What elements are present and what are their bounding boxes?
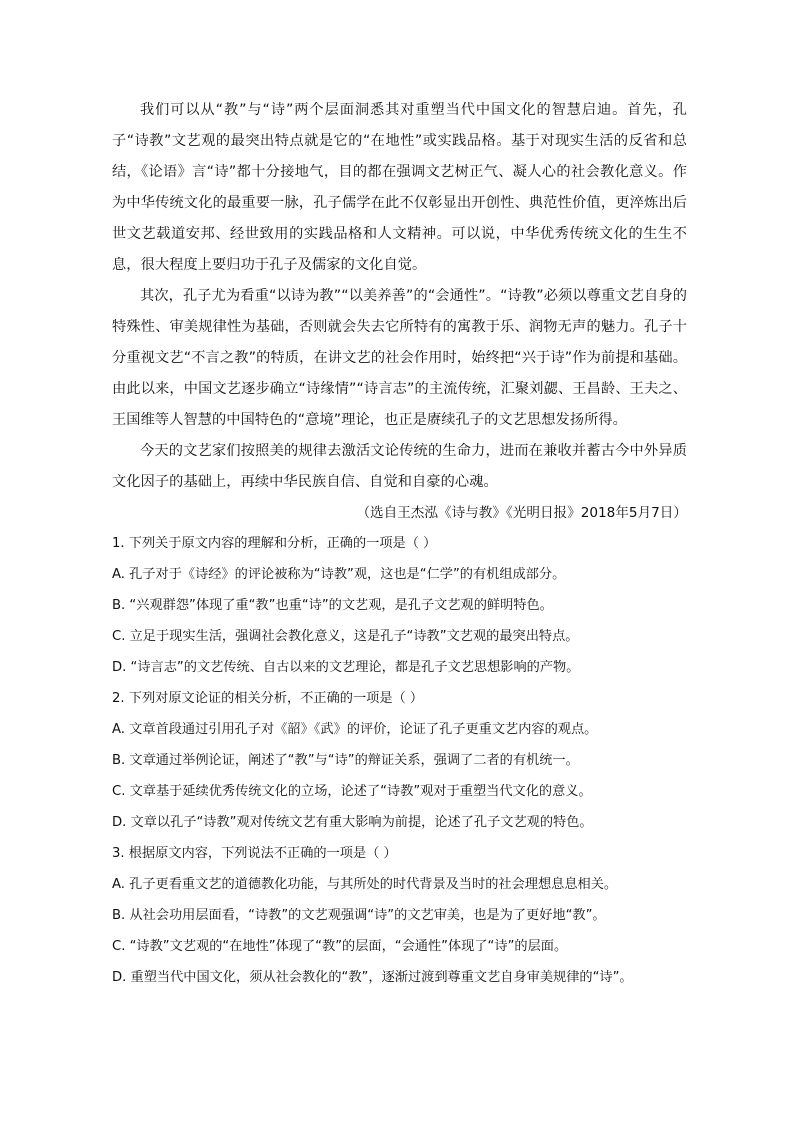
option-a: A. 文章首段通过引用孔子对《韶》《武》的评价，论证了孔子更重文艺内容的观点。 — [112, 722, 598, 737]
option-c: C. 文章基于延续优秀传统文化的立场，论述了“诗教”观对于重塑当代文化的意义。 — [112, 784, 592, 799]
option-a: A. 孔子对于《诗经》的评论被称为“诗教”观，这也是“仁学”的有机组成部分。 — [112, 567, 566, 582]
passage-paragraph-1: 我们可以从“教”与“诗”两个层面洞悉其对重塑当代中国文化的智慧启迪。首先，孔子“诗教”文艺观的最突出特点就是它的“在地性”或实践品格。基于对现实生活的反省和总结，《论语》言“诗”都十分接地气，目的都在强调文艺树正气、凝人心的社会教化意义。作为中华传统文化的最重要一脉，孔子儒学在此不仅彰显出开创性、典范性价值，更淬炼出后世文艺载道安邦、经世致用的实践品格和人文精神。可以说，中华优秀传统文化的生生不息，很大程度上要归功于孔子及儒家的文化自觉。 — [112, 102, 687, 273]
question-2 — [112, 683, 687, 838]
question-3 — [112, 838, 687, 993]
option-b: B. 文章通过举例论证，阐述了“教”与“诗”的辩证关系，强调了二者的有机统一。 — [112, 753, 579, 768]
passage-paragraph-2: 其次，孔子尤为看重“以诗为教”“以美养善”的“会通性”。“诗教”必须以尊重文艺自身的特殊性、审美规律性为基础，否则就会失去它所特有的寓教于乐、润物无声的魅力。孔子十分重视文艺“不言之教”的特质，在讲文艺的社会作用时，始终把“兴于诗”作为前提和基础。由此以来，中国文艺逐步确立“诗缘情”“诗言志”的主流传统，汇聚刘勰、王昌龄、王夫之、王国维等人智慧的中国特色的“意境”理论，也正是赓续孔子的文艺思想发扬所得。 — [112, 288, 687, 428]
option-d: D. “诗言志”的文艺传统、自古以来的文艺理论，都是孔子文艺思想影响的产物。 — [112, 660, 580, 675]
option-b: B. “兴观群怨”体现了重“教”也重“诗”的文艺观，是孔子文艺观的鲜明特色。 — [112, 598, 553, 613]
option-b: B. 从社会功用层面看，“诗教”的文艺观强调“诗”的文艺审美，也是为了更好地“教”。 — [112, 908, 606, 923]
document-page — [112, 95, 687, 993]
question-1 — [112, 528, 687, 683]
option-a: A. 孔子更看重文艺的道德教化功能，与其所处的时代背景及当时的社会理想息息相关。 — [112, 877, 618, 892]
option-c: C. 立足于现实生活，强调社会教化意义，这是孔子“诗教”文艺观的最突出特点。 — [112, 629, 579, 644]
option-d: D. 文章以孔子“诗教”观对传统文艺有重大影响为前提，论述了孔子文艺观的特色。 — [112, 815, 593, 830]
question-stem: 3. 根据原文内容，下列说法不正确的一项是（ ） — [112, 846, 397, 861]
question-stem: 2. 下列对原文论证的相关分析，不正确的一项是（ ） — [112, 691, 424, 706]
option-c: C. “诗教”文艺观的“在地性”体现了“教”的层面，“会通性”体现了“诗”的层面。 — [112, 939, 568, 954]
option-d: D. 重塑当代中国文化，须从社会教化的“教”，逐渐过渡到尊重文艺自身审美规律的“诗”。 — [112, 970, 633, 985]
question-stem: 1. 下列关于原文内容的理解和分析，正确的一项是（ ） — [112, 536, 437, 551]
passage-source: （选自王杰泓《诗与教》《光明日报》2018年5月7日） — [356, 505, 687, 521]
passage-paragraph-3: 今天的文艺家们按照美的规律去激活文论传统的生命力，进而在兼收并蓄古今中外异质文化因子的基础上，再续中华民族自信、自觉和自豪的心魂。 — [112, 443, 687, 490]
